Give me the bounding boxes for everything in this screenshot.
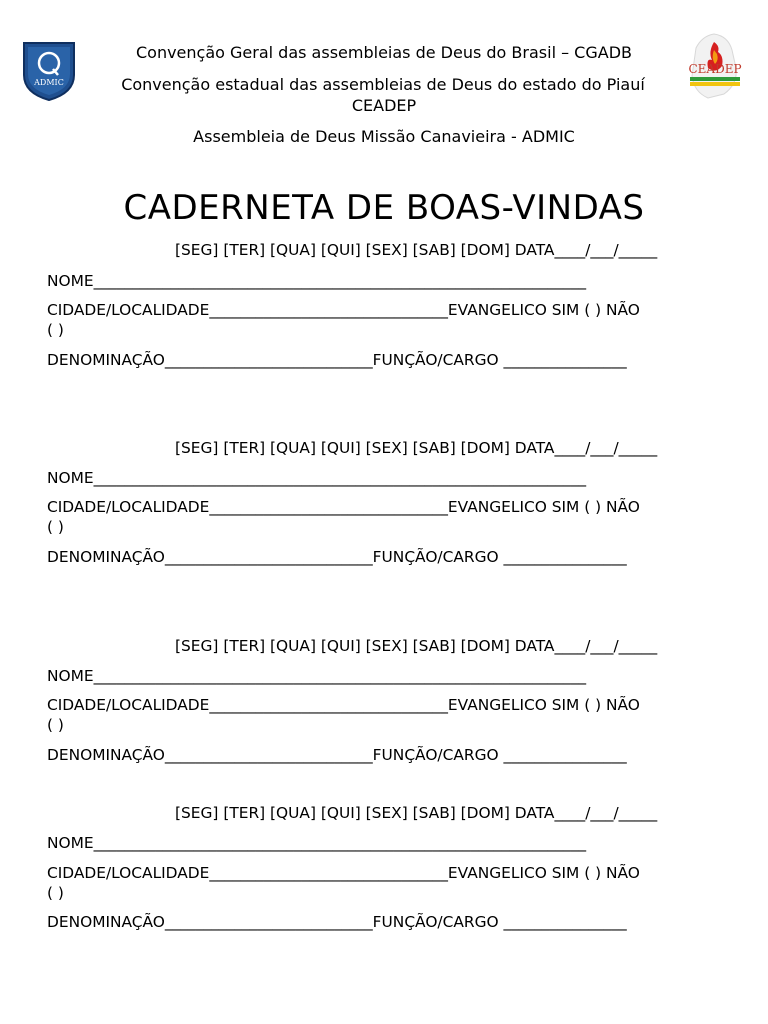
header-piaui: Convenção estadual das assembleias de Deus do estado do Piauí [121,75,645,94]
nome-field: NOME________________________________________________________________ [47,469,587,487]
page-title: CADERNETA DE BOAS-VINDAS [123,188,645,228]
cidade-evangelico-field: CIDADE/LOCALIDADE_______________________________EVANGELICO SIM ( ) NÃO [47,498,640,516]
header-cgadb: Convenção Geral das assembleias de Deus do Brasil – CGADB [135,43,632,62]
denominacao-funcao-field: DENOMINAÇÃO___________________________FUNÇÃO/CARGO ________________ [47,548,627,566]
header-admic: Assembleia de Deus Missão Canavieira - ADMIC [193,127,575,146]
days-and-date-line: [SEG] [TER] [QUA] [QUI] [SEX] [SAB] [DOM] DATA____/___/_____ [175,804,658,822]
days-and-date-line: [SEG] [TER] [QUA] [QUI] [SEX] [SAB] [DOM] DATA____/___/_____ [175,637,658,655]
denominacao-funcao-field: DENOMINAÇÃO___________________________FUNÇÃO/CARGO ________________ [47,913,627,931]
nome-field: NOME________________________________________________________________ [47,272,587,290]
nome-field: NOME________________________________________________________________ [47,667,587,685]
nao-option: ( ) [47,716,64,734]
denominacao-funcao-field: DENOMINAÇÃO___________________________FUNÇÃO/CARGO ________________ [47,351,627,369]
days-and-date-line: [SEG] [TER] [QUA] [QUI] [SEX] [SAB] [DOM] DATA____/___/_____ [175,439,658,457]
admic-logo-text: ADMIC [34,78,64,87]
cidade-evangelico-field: CIDADE/LOCALIDADE_______________________________EVANGELICO SIM ( ) NÃO [47,301,640,319]
header-ceadep: CEADEP [351,96,417,115]
cidade-evangelico-field: CIDADE/LOCALIDADE_______________________________EVANGELICO SIM ( ) NÃO [47,696,640,714]
nao-option: ( ) [47,518,64,536]
nao-option: ( ) [47,321,64,339]
nao-option: ( ) [47,884,64,902]
days-and-date-line: [SEG] [TER] [QUA] [QUI] [SEX] [SAB] [DOM] DATA____/___/_____ [175,241,658,259]
ceadep-logo-text: CEADEP [688,62,742,76]
nome-field: NOME________________________________________________________________ [47,834,587,852]
cidade-evangelico-field: CIDADE/LOCALIDADE_______________________________EVANGELICO SIM ( ) NÃO [47,864,640,882]
denominacao-funcao-field: DENOMINAÇÃO___________________________FUNÇÃO/CARGO ________________ [47,746,627,764]
